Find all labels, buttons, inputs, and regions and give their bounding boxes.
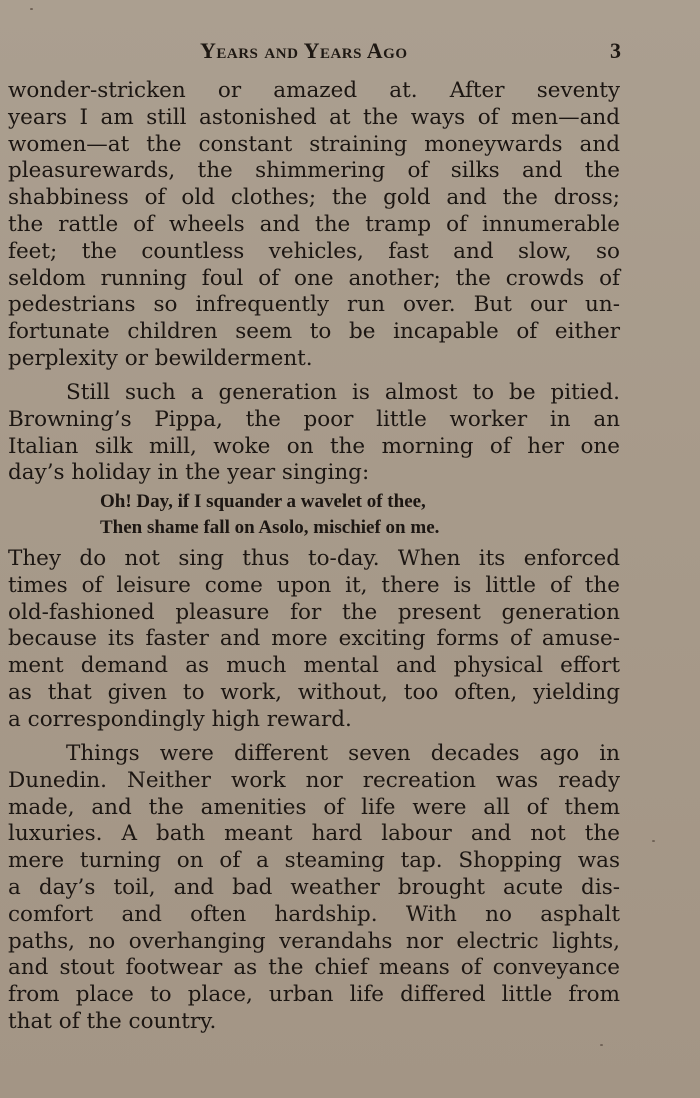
page-number: 3 <box>610 38 621 63</box>
text-line: paths, no overhanging verandahs nor electric lights, <box>8 928 620 954</box>
text-line: luxuries. A bath meant hard labour and not the <box>8 821 620 847</box>
paragraph-4 <box>8 741 620 1036</box>
verse-quotation <box>100 489 560 541</box>
text-line: seldom running foul of one another; the crowds of <box>8 265 620 291</box>
text-line: pleasurewards, the shimmering of silks and the <box>8 158 620 184</box>
text-line: Browning’s Pippa, the poor little worker in an <box>8 406 620 432</box>
text-line: Italian silk mill, woke on the morning of her one <box>8 433 620 459</box>
running-head <box>0 38 700 68</box>
text-line: Things were different seven decades ago in <box>66 741 620 766</box>
text-line: a day’s toil, and bad weather brought acute dis- <box>8 874 620 900</box>
text-line: Dunedin. Neither work nor recreation was ready <box>8 767 620 793</box>
verse-line: Oh! Day, if I squander a wavelet of thee, <box>100 491 426 512</box>
text-line: as that given to work, without, too often, yielding <box>8 679 620 705</box>
text-line: Still such a generation is almost to be pitied. <box>66 380 620 405</box>
text-line: times of leisure come upon it, there is little of the <box>8 572 620 598</box>
text-line: comfort and often hardship. With no asphalt <box>8 901 620 927</box>
paragraph-1 <box>8 78 620 373</box>
text-line: that of the country. <box>8 1008 217 1034</box>
text-line: shabbiness of old clothes; the gold and the dross; <box>8 185 620 211</box>
text-line: years I am still astonished at the ways of men—and <box>8 104 620 130</box>
paper-speck <box>652 840 655 842</box>
text-line: a correspondingly high reward. <box>8 706 352 732</box>
text-line: wonder-stricken or amazed at. After seventy <box>8 78 620 103</box>
text-line: mere turning on of a steaming tap. Shopping was <box>8 848 620 874</box>
text-line: from place to place, urban life differed little from <box>8 982 620 1008</box>
paragraph-2 <box>8 380 620 487</box>
verse-line: Then shame fall on Asolo, mischief on me. <box>100 517 440 538</box>
running-head-title: Years and Years Ago <box>200 38 408 63</box>
text-line: women—at the constant straining moneywards and <box>8 131 620 157</box>
text-line: perplexity or bewilderment. <box>8 345 313 371</box>
text-line: and stout footwear as the chief means of conveyance <box>8 955 620 981</box>
text-line: the rattle of wheels and the tramp of innumerable <box>8 211 620 237</box>
text-line: because its faster and more exciting forms of amuse- <box>8 626 620 652</box>
text-line: fortunate children seem to be incapable of either <box>8 319 620 345</box>
text-line: ment demand as much mental and physical effort <box>8 653 620 679</box>
text-line: They do not sing thus to-day. When its enforced <box>8 546 620 571</box>
text-line: feet; the countless vehicles, fast and slow, so <box>8 238 620 264</box>
paper-speck <box>30 8 33 10</box>
text-line: pedestrians so infrequently run over. But our un- <box>8 292 620 318</box>
text-line: old-fashioned pleasure for the present generation <box>8 599 620 625</box>
paper-speck <box>600 1044 603 1046</box>
text-line: day’s holiday in the year singing: <box>8 460 370 486</box>
paragraph-3 <box>8 546 620 734</box>
text-line: made, and the amenities of life were all of them <box>8 794 620 820</box>
